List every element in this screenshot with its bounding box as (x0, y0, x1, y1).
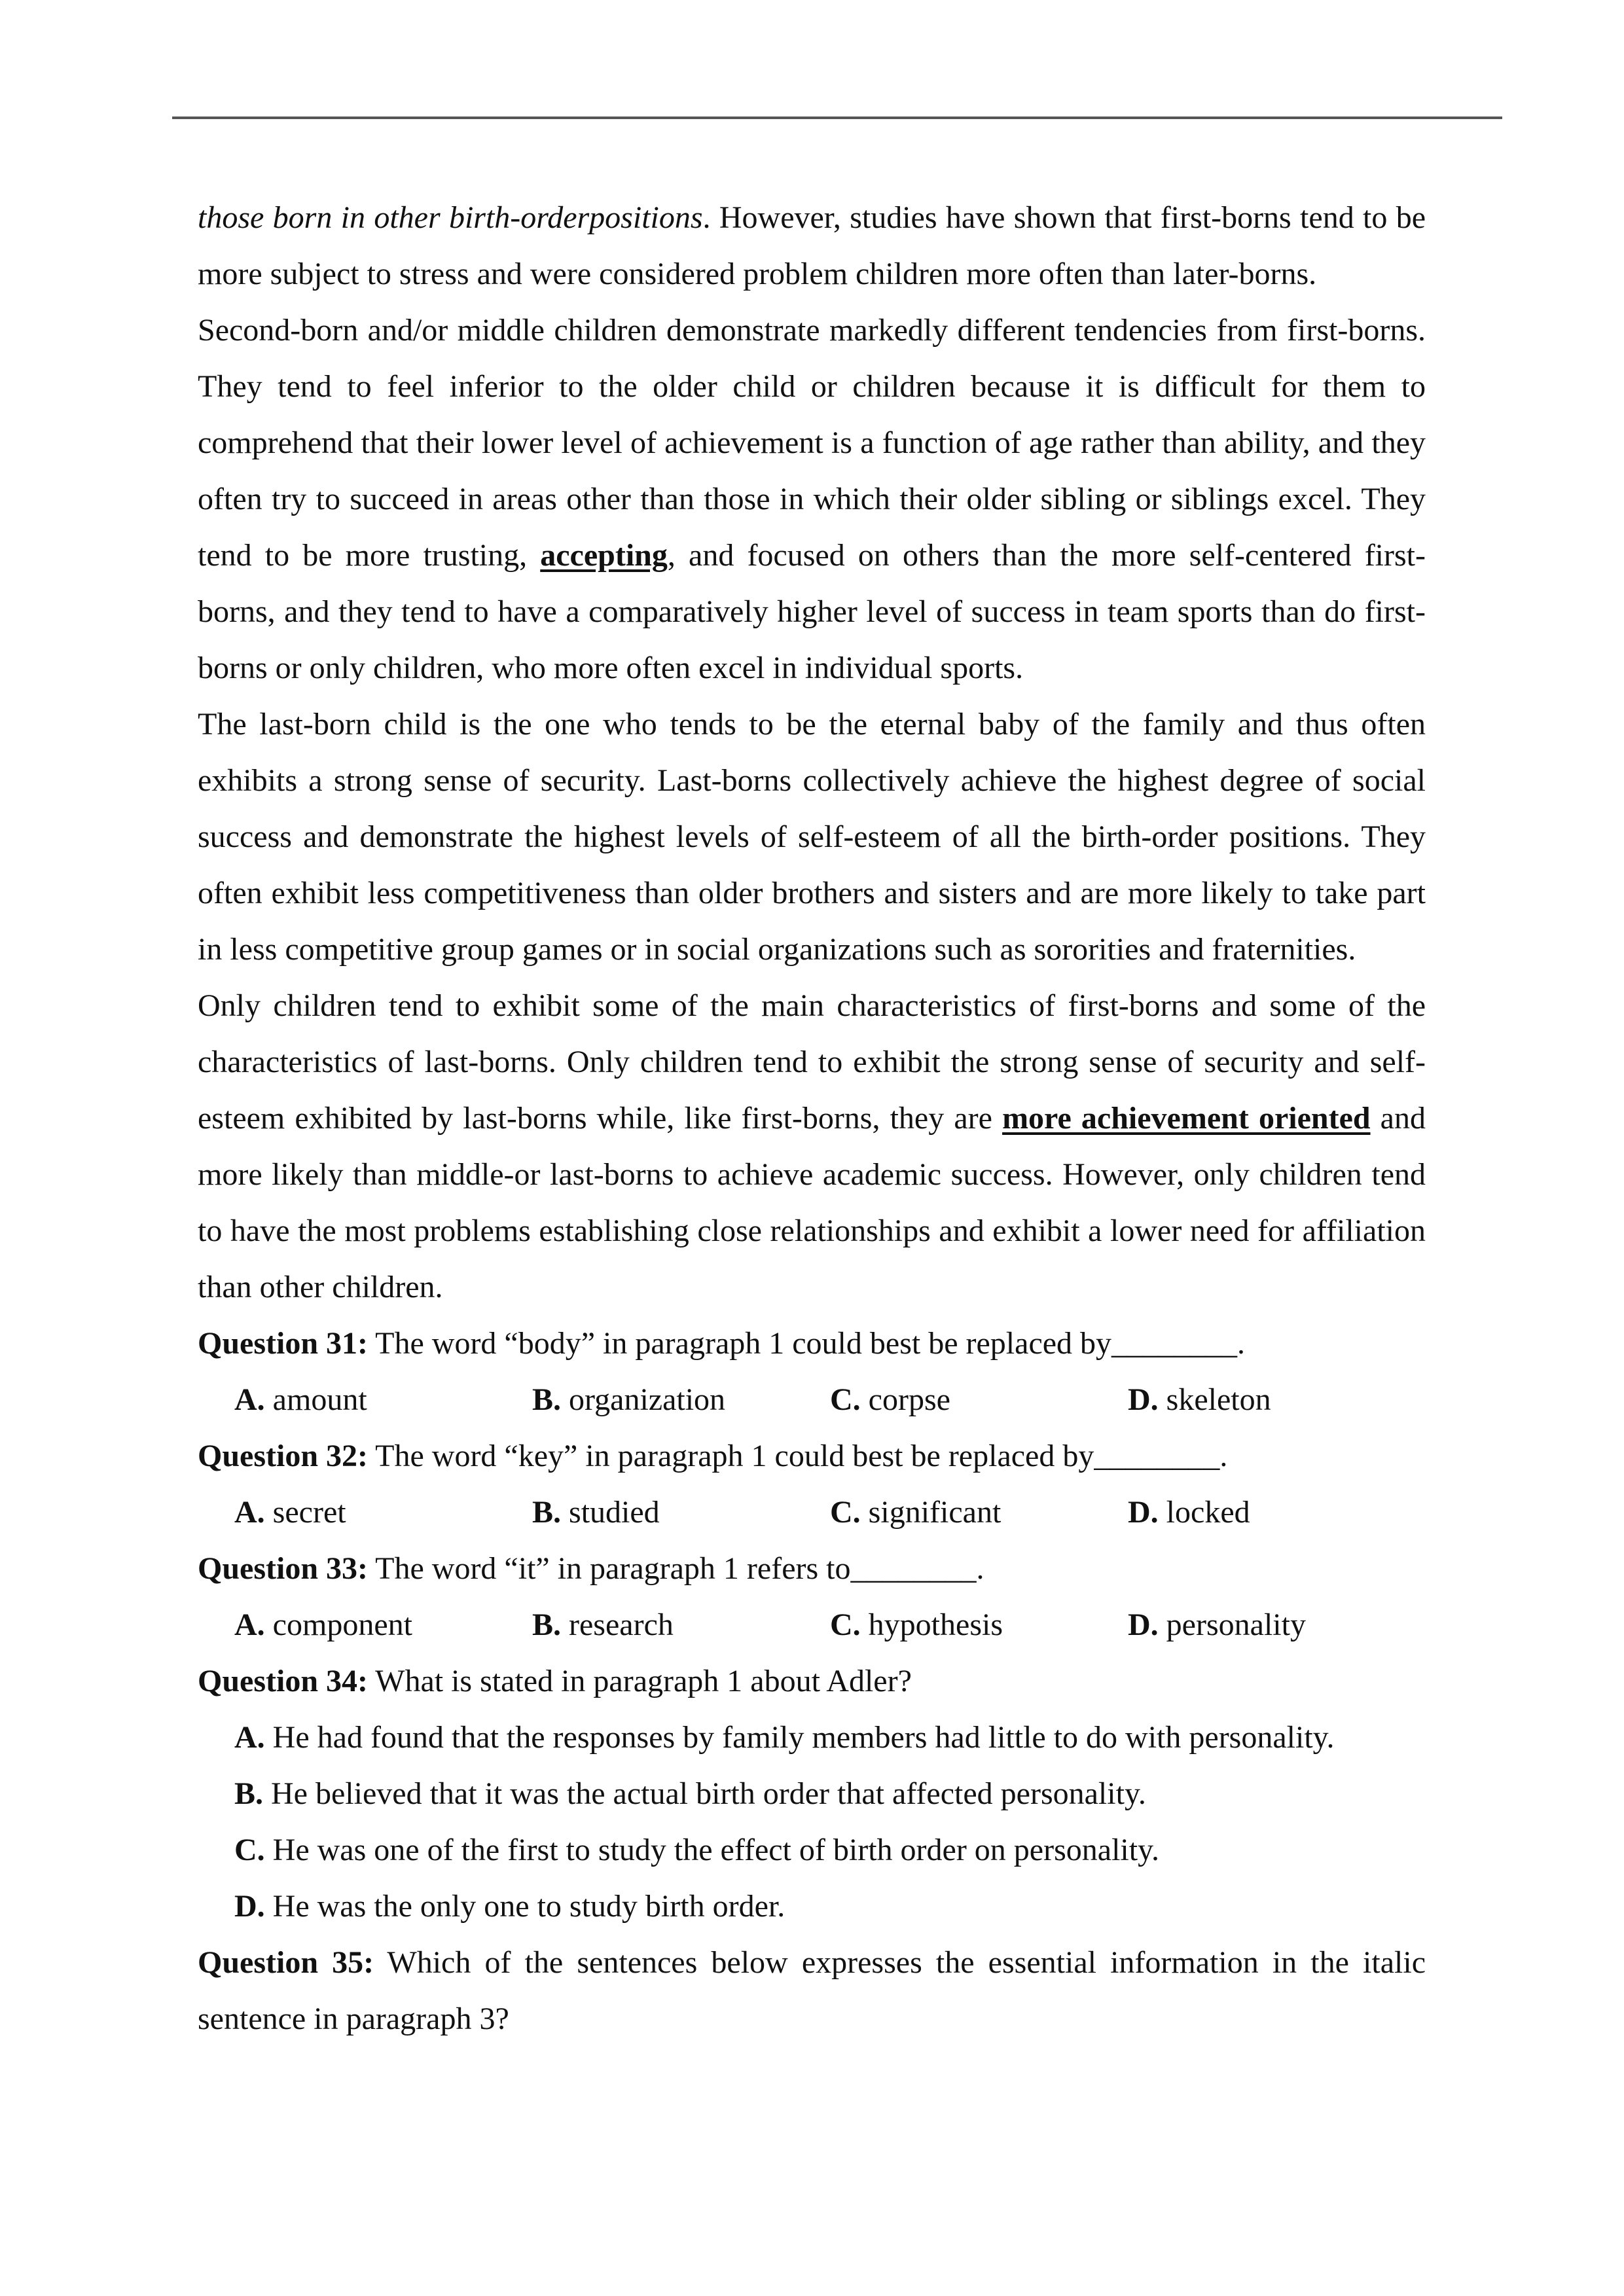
option-text: component (264, 1607, 412, 1642)
highlighted-phrase-more-achievement-oriented: more achievement oriented (1002, 1101, 1371, 1136)
question-label: Question 35: (198, 1945, 374, 1980)
option-letter: D. (1128, 1382, 1159, 1417)
passage-paragraph-2 (198, 302, 1426, 696)
option-text: organization (561, 1382, 726, 1417)
answer-options (198, 1372, 1426, 1428)
question-34 (198, 1653, 1426, 1935)
question-text: What is stated in paragraph 1 about Adler? (368, 1664, 912, 1698)
option-d[interactable] (1128, 1372, 1426, 1428)
option-text: personality (1158, 1607, 1306, 1642)
option-c[interactable] (830, 1372, 1128, 1428)
option-text: locked (1158, 1495, 1250, 1530)
option-letter: D. (234, 1889, 265, 1924)
option-d[interactable] (1128, 1484, 1426, 1541)
option-b[interactable] (198, 1766, 1426, 1822)
option-text: hypothesis (860, 1607, 1003, 1642)
passage-paragraph-4 (198, 978, 1426, 1316)
question-stem (198, 1935, 1426, 2047)
paragraph-text: , and focused on others than the more self-centered first-borns, and they tend to have a comparatively higher level of success in team sports than do first-borns or only children, who more often excel in individual sports. (198, 538, 1426, 685)
option-text: significant (860, 1495, 1001, 1530)
option-b[interactable] (532, 1597, 830, 1653)
option-letter: A. (234, 1607, 265, 1642)
option-letter: B. (532, 1382, 562, 1417)
option-text: studied (561, 1495, 660, 1530)
option-text: amount (264, 1382, 367, 1417)
option-letter: C. (830, 1495, 861, 1530)
option-letter: D. (1128, 1607, 1159, 1642)
option-b[interactable] (532, 1372, 830, 1428)
option-text: He believed that it was the actual birth order that affected personality. (263, 1776, 1146, 1811)
document-body (198, 190, 1426, 2047)
question-text: Which of the sentences below expresses the essential information in the italic sentence in paragraph 3? (198, 1945, 1426, 2036)
paragraph-text: and more likely than middle-or last-borns to achieve academic success. However, only children tend to have the most problems establishing close relationships and exhibit a lower need for affiliation than other children. (198, 1101, 1426, 1304)
option-letter: B. (234, 1776, 264, 1811)
question-label: Question 34: (198, 1664, 369, 1698)
question-32 (198, 1428, 1426, 1541)
option-letter: C. (830, 1382, 861, 1417)
option-text: secret (264, 1495, 346, 1530)
question-label: Question 32: (198, 1439, 369, 1473)
paragraph-text: Only children tend to exhibit some of the main characteristics of first-borns and some of the characteristics of last-borns. Only children tend to exhibit the strong sense of security and self-esteem exhibited by last-borns while, like first-borns, they are (198, 988, 1426, 1136)
question-stem (198, 1428, 1426, 1484)
paragraph-text: Second-born and/or middle children demonstrate markedly different tendencies from first-borns. They tend to feel inferior to the older child or children because it is difficult for them to comprehend that their lower level of achievement is a function of age rather than ability, and they often try to succeed in areas other than those in which their older sibling or siblings excel. They tend to be more trusting, (198, 313, 1426, 573)
question-label: Question 31: (198, 1326, 369, 1361)
option-text: skeleton (1158, 1382, 1271, 1417)
question-text: The word “it” in paragraph 1 refers to________. (368, 1551, 984, 1586)
passage-paragraph-1-tail (198, 190, 1426, 302)
answer-options (198, 1710, 1426, 1935)
answer-options (198, 1597, 1426, 1653)
question-33 (198, 1541, 1426, 1653)
option-letter: D. (1128, 1495, 1159, 1530)
option-c[interactable] (198, 1822, 1426, 1878)
passage-paragraph-3: The last-born child is the one who tends to be the eternal baby of the family and thus often exhibits a strong sense of security. Last-borns collectively achieve the highest degree of social success and demonstrate the highest levels of self-esteem of all the birth-order positions. They often exhibit less competitiveness than older brothers and sisters and are more likely to take part in less competitive group games or in social organizations such as sororities and fraternities. (198, 707, 1426, 967)
option-text: He was the only one to study birth order. (264, 1889, 785, 1924)
option-a[interactable] (234, 1484, 532, 1541)
option-text: He was one of the first to study the effect of birth order on personality. (264, 1833, 1159, 1867)
option-text: research (561, 1607, 674, 1642)
option-letter: B. (532, 1495, 562, 1530)
option-a[interactable] (234, 1597, 532, 1653)
italic-sentence: those born in other birth-orderpositions (198, 200, 703, 235)
option-b[interactable] (532, 1484, 830, 1541)
question-text: The word “body” in paragraph 1 could best be replaced by________. (368, 1326, 1246, 1361)
paragraph-text: . However, studies have shown that first-borns tend to be more subject to stress and were considered problem children more often than later-borns. (198, 200, 1426, 291)
question-stem (198, 1541, 1426, 1597)
option-text: corpse (860, 1382, 950, 1417)
question-label: Question 33: (198, 1551, 369, 1586)
option-letter: C. (830, 1607, 861, 1642)
answer-options (198, 1484, 1426, 1541)
option-d[interactable] (1128, 1597, 1426, 1653)
option-letter: A. (234, 1495, 265, 1530)
option-letter: A. (234, 1720, 265, 1755)
question-stem (198, 1653, 1426, 1710)
question-text: The word “key” in paragraph 1 could best be replaced by________. (368, 1439, 1228, 1473)
option-text: He had found that the responses by family members had little to do with personality. (264, 1720, 1335, 1755)
highlighted-word-accepting: accepting (540, 538, 668, 573)
question-35 (198, 1935, 1426, 2047)
option-letter: B. (532, 1607, 562, 1642)
header-rule (172, 117, 1502, 119)
option-c[interactable] (830, 1597, 1128, 1653)
option-d[interactable] (198, 1878, 1426, 1935)
option-a[interactable] (198, 1710, 1426, 1766)
option-letter: C. (234, 1833, 265, 1867)
question-31 (198, 1316, 1426, 1428)
question-stem (198, 1316, 1426, 1372)
option-c[interactable] (830, 1484, 1128, 1541)
option-a[interactable] (234, 1372, 532, 1428)
option-letter: A. (234, 1382, 265, 1417)
